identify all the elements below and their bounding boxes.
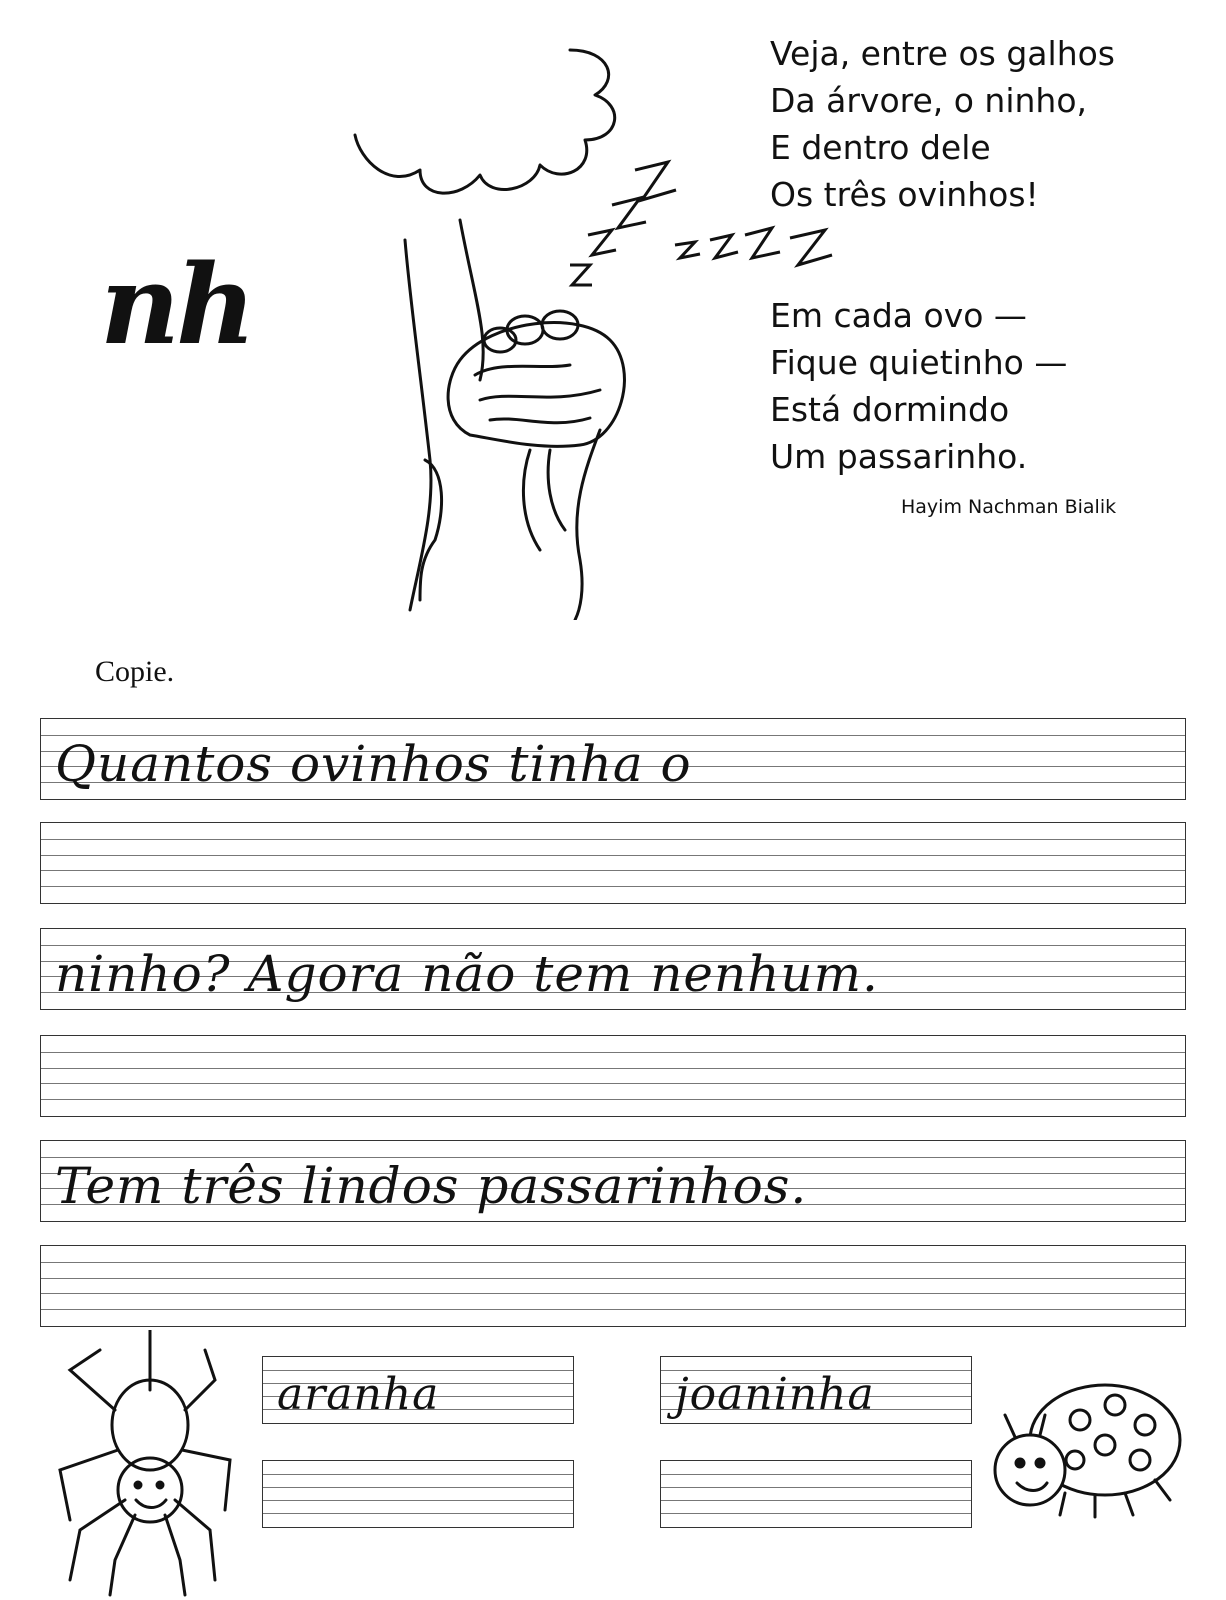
practice-line-2[interactable] [40,822,1186,904]
practice-line-4[interactable] [40,1035,1186,1117]
model-word: joaninha [675,1369,875,1420]
model-word: aranha [277,1369,440,1420]
verse: Fique quietinho — [770,343,1068,382]
verse: Em cada ovo — [770,296,1027,335]
poem-stanza-2 [770,292,1067,480]
verse: Um passarinho. [770,437,1028,476]
model-sentence: Tem três lindos passarinhos. [55,1157,808,1215]
word-box-2-blank[interactable] [660,1460,972,1528]
digraph-title: nh [100,240,252,369]
exercise-instruction: Copie. [95,655,175,688]
practice-line-3[interactable] [40,928,1186,1010]
poem-author: Hayim Nachman Bialik [901,496,1117,518]
practice-line-5[interactable] [40,1140,1186,1222]
ladybug-icon [985,1375,1205,1525]
word-box-1[interactable] [262,1356,574,1424]
model-sentence: ninho? Agora não tem nenhum. [55,945,879,1003]
verse: Da árvore, o ninho, [770,81,1088,120]
practice-line-1[interactable] [40,718,1186,800]
practice-line-6[interactable] [40,1245,1186,1327]
word-box-1-blank[interactable] [262,1460,574,1528]
poem-stanza-1 [770,30,1115,218]
verse: Veja, entre os galhos [770,34,1115,73]
word-box-2[interactable] [660,1356,972,1424]
verse: E dentro dele [770,128,991,167]
model-sentence: Quantos ovinhos tinha o [55,735,692,793]
verse: Está dormindo [770,390,1010,429]
verse: Os três ovinhos! [770,175,1039,214]
spider-icon [40,1330,240,1600]
